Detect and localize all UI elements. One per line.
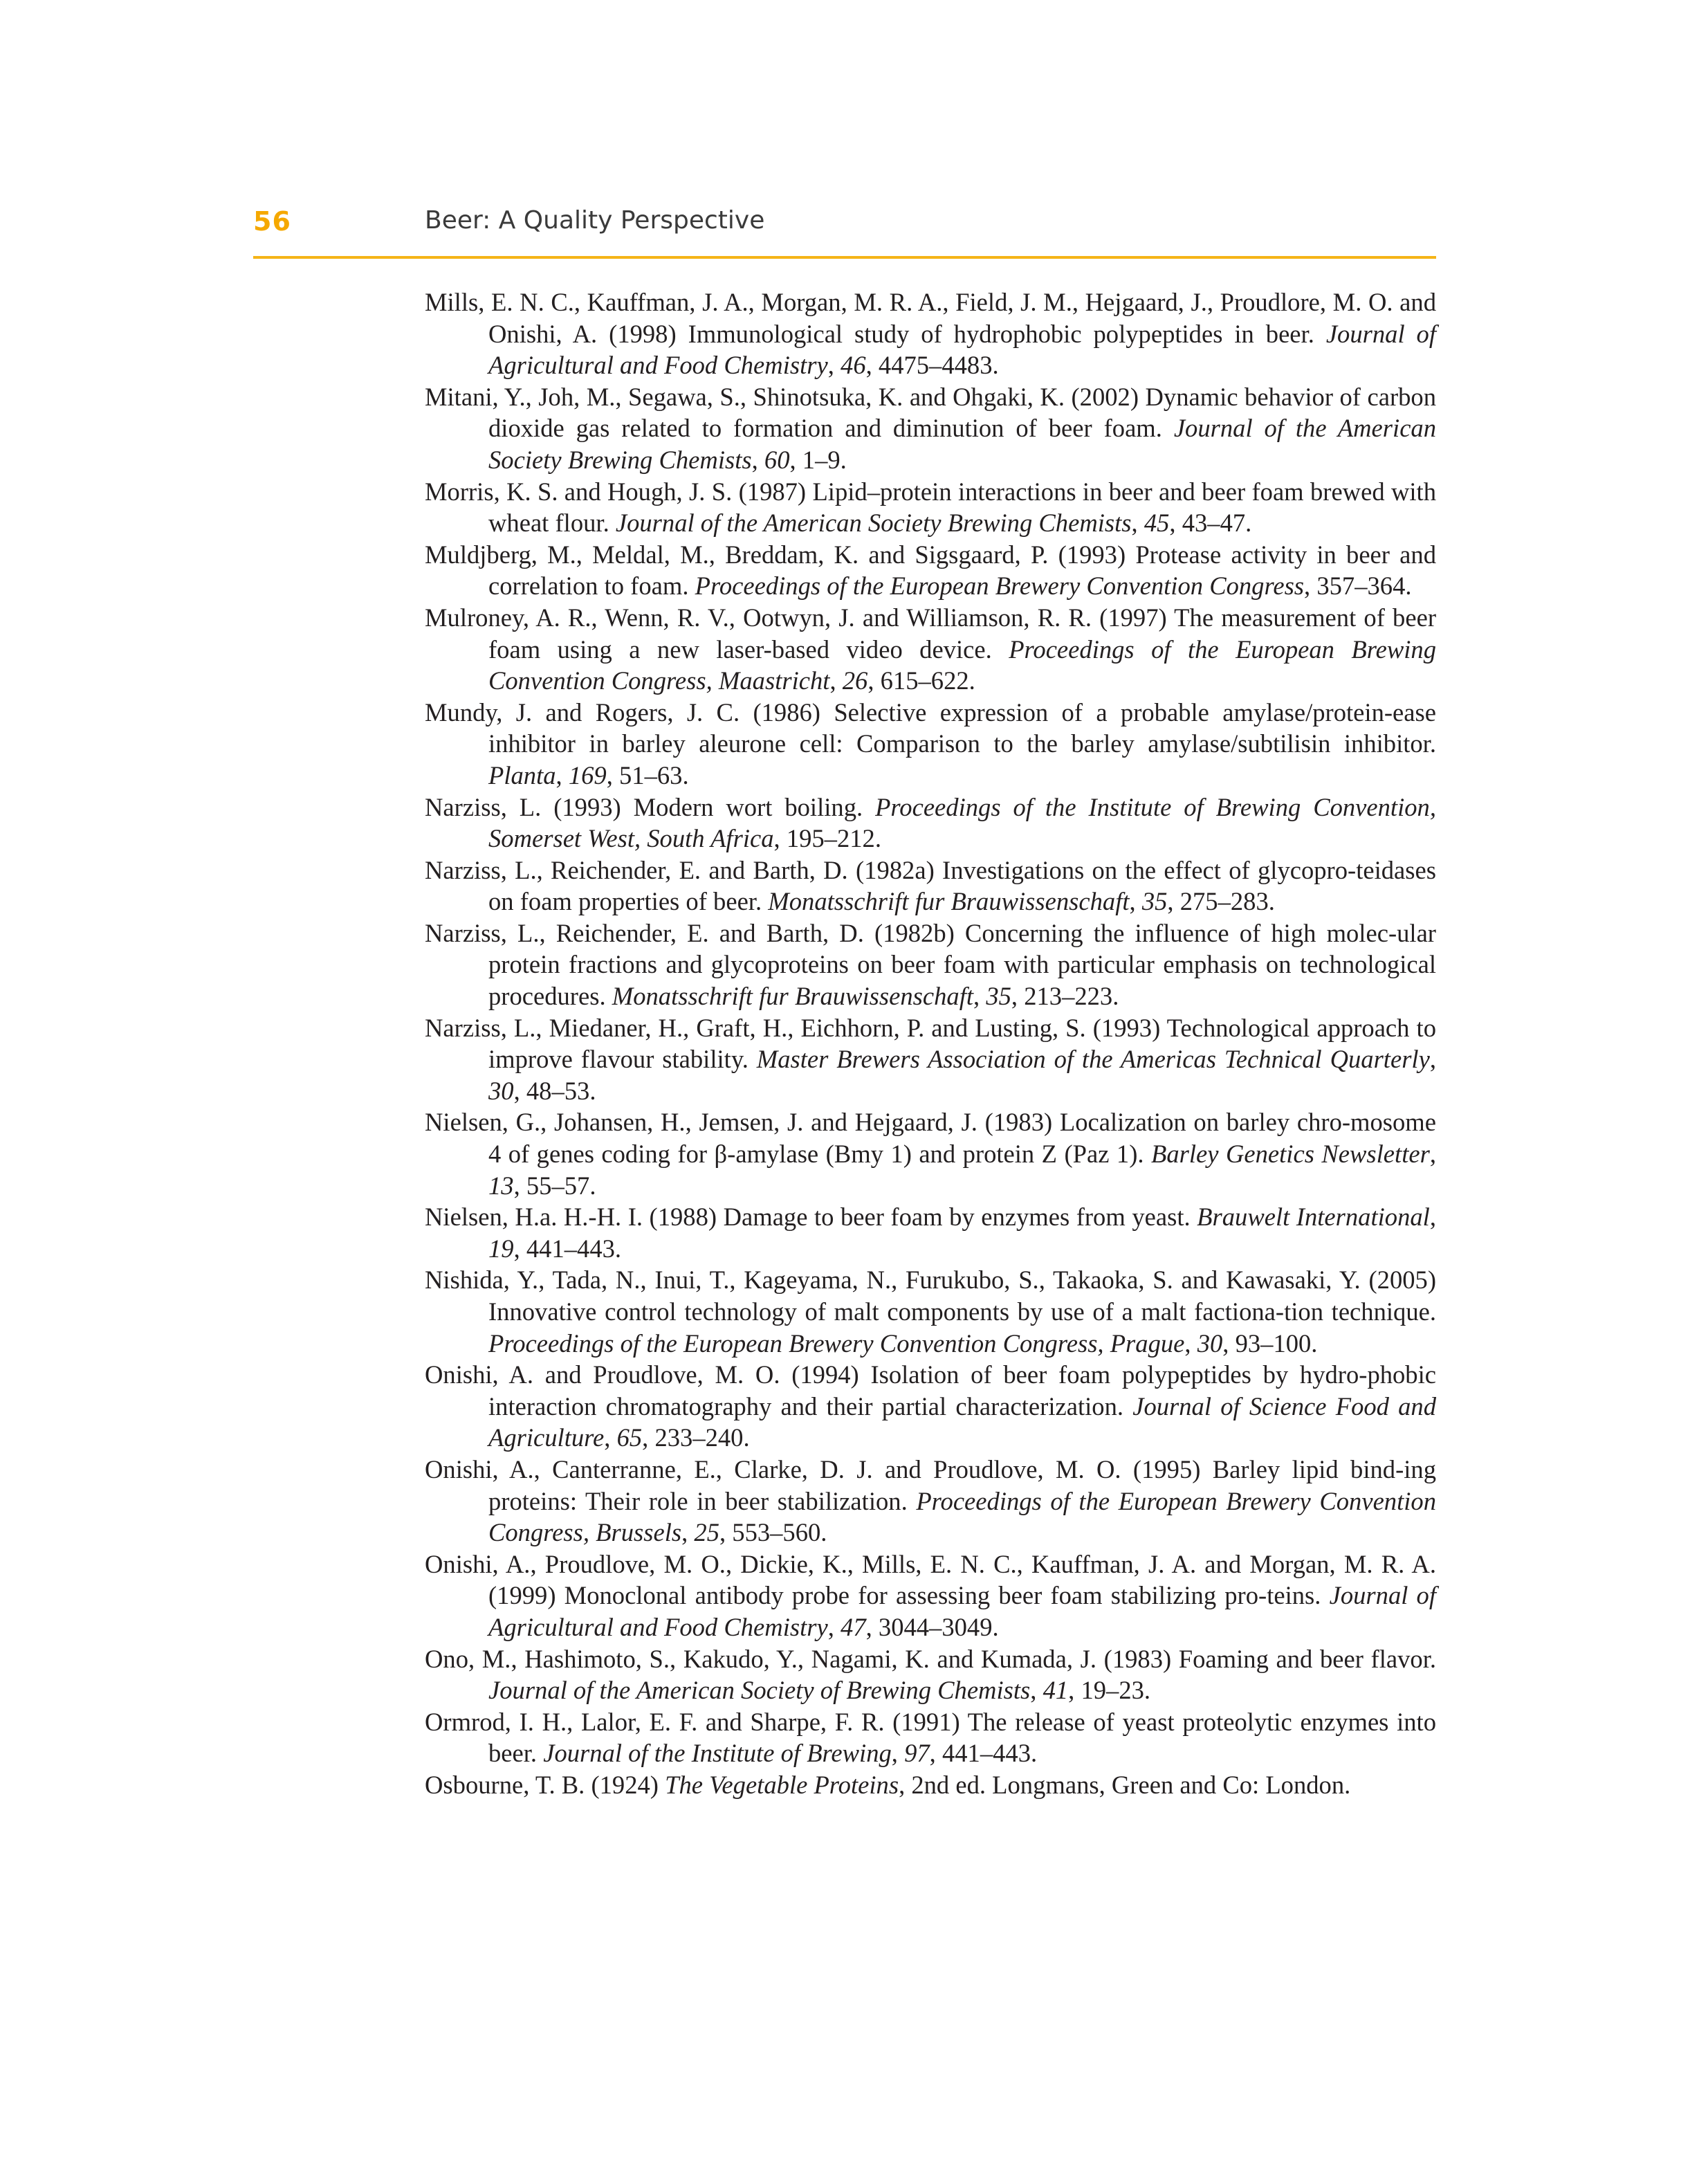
reference-authors: Nishida, Y., Tada, N., Inui, T., Kageyama, N., Furukubo, S., Takaoka, S. and Kawasaki, Y. (2005) Innovative control technology of malt components by use of a malt factiona-tion technique. [425,1266,1436,1326]
reference-volume: 13 [488,1171,514,1200]
reference-separator: , [1304,572,1317,601]
reference-volume: 35 [1141,887,1168,916]
reference-authors: Narziss, L., Reichender, E. and Barth, D. (1982a) Investigations on the effect of glycopro-teidases on foam properties of beer. [425,855,1436,916]
reference-authors: Mills, E. N. C., Kauffman, J. A., Morgan, M. R. A., Field, J. M., Hejgaard, J., Proudlore, M. O. and Onishi, A. (1998) Immunological study of hydrophobic polypeptides in beer. [425,288,1436,348]
reference-entry [425,1454,1436,1549]
reference-authors: Nielsen, H.a. H.-H. I. (1988) Damage to beer foam by enzymes from yeast. [425,1203,1197,1232]
reference-source: Journal of Science Food and Agriculture [488,1391,1436,1452]
reference-pages: , 615–622. [867,666,975,695]
reference-authors: Narziss, L. (1993) Modern wort boiling. [425,792,876,821]
reference-volume: 19 [488,1234,514,1263]
reference-source: Brauwelt International [1197,1203,1430,1232]
reference-volume: 169 [568,760,607,789]
reference-separator: , [681,1518,695,1547]
reference-authors: Morris, K. S. and Hough, J. S. (1987) Lipid–protein interactions in beer and beer foam brewed with wheat flour. [425,477,1436,538]
reference-entry [425,1264,1436,1359]
reference-pages: , 275–283. [1167,887,1275,916]
reference-source: Monatsschrift fur Brauwissenschaft [768,887,1130,916]
reference-authors: Muldjberg, M., Meldal, M., Breddam, K. and Sigsgaard, P. (1993) Protease activity in beer and correlation to foam. [425,540,1436,601]
reference-pages: , 4475–4483. [865,351,999,380]
reference-volume: 41 [1043,1676,1069,1705]
reference-entry [425,792,1436,855]
reference-separator: , [555,760,569,789]
reference-source: Journal of the Institute of Brewing [543,1739,892,1768]
page-number: 56 [253,206,291,237]
reference-source: Master Brewers Association of the Americas Technical Quarterly [756,1045,1430,1074]
reference-separator: , [1129,887,1142,916]
reference-entry [425,286,1436,381]
reference-source: Journal of Agricultural and Food Chemistry [488,319,1437,380]
reference-pages: , 1–9. [789,445,847,474]
reference-entry [425,917,1436,1012]
reference-authors: Ono, M., Hashimoto, S., Kakudo, Y., Nagami, K. and Kumada, J. (1983) Foaming and beer flavor. [425,1644,1436,1673]
reference-volume: 47 [841,1612,866,1641]
running-title: Beer: A Quality Perspective [425,206,765,235]
reference-source: Proceedings of the Institute of Brewing Convention, Somerset West, South Africa [488,792,1436,853]
reference-separator: , [827,351,841,380]
reference-authors: Mitani, Y., Joh, M., Segawa, S., Shinotsuka, K. and Ohgaki, K. (2002) Dynamic behavior of carbon dioxide gas related to formation and diminution of beer foam. [425,382,1436,443]
reference-authors: Narziss, L., Miedaner, H., Graft, H., Eichhorn, P. and Lusting, S. (1993) Technological approach to improve flavour stability. [425,1013,1436,1074]
reference-entry [425,1012,1436,1107]
reference-source: Proceedings of the European Brewing Convention Congress, Maastricht [488,634,1436,695]
reference-entry [425,1769,1436,1801]
reference-pages: , 441–443. [513,1234,622,1263]
reference-authors: Nielsen, G., Johansen, H., Jemsen, J. and Hejgaard, J. (1983) Localization on barley chro-mosome 4 of genes coding for β-amylase (Bmy 1) and protein Z (Paz 1). [425,1108,1436,1169]
reference-source: Journal of the American Society Brewing Chemists [488,414,1437,474]
reference-source: Planta [488,760,556,789]
reference-source: Journal of Agricultural and Food Chemistry [488,1581,1437,1641]
reference-authors: Narziss, L., Reichender, E. and Barth, D. (1982b) Concerning the influence of high molec-ular protein fractions and glycoproteins on beer foam with particular emphasis on technological procedures. [425,918,1436,1011]
reference-separator: , [827,1612,841,1641]
reference-entry [425,1359,1436,1454]
reference-pages: , 441–443. [929,1739,1038,1768]
reference-pages: , 233–240. [642,1423,750,1452]
reference-source: Proceedings of the European Brewery Convention Congress [695,572,1305,601]
reference-entry [425,381,1436,476]
reference-authors: Onishi, A. and Proudlove, M. O. (1994) Isolation of beer foam polypeptides by hydro-phobic interaction chromatography and their partial characterization. [425,1360,1436,1421]
reference-authors: Osbourne, T. B. (1924) [425,1770,665,1799]
reference-separator: , [773,824,787,853]
reference-authors: Onishi, A., Proudlove, M. O., Dickie, K., Mills, E. N. C., Kauffman, J. A. and Morgan, M. R. A. (1999) Monoclonal antibody probe for assessing beer foam stabilizing pro-teins. [425,1549,1436,1610]
reference-volume: 97 [904,1739,930,1768]
reference-separator: , [1429,1045,1436,1074]
reference-separator: , [1429,1203,1436,1232]
reference-list [425,286,1436,1801]
reference-authors: Onishi, A., Canterranne, E., Clarke, D. J. and Proudlove, M. O. (1995) Barley lipid bind-ing proteins: Their role in beer stabilization. [425,1454,1436,1515]
reference-source: Journal of the American Society of Brewing Chemists [488,1676,1031,1705]
reference-entry [425,539,1436,602]
reference-volume: 25 [694,1518,719,1547]
reference-authors: Ormrod, I. H., Lalor, E. F. and Sharpe, F. R. (1991) The release of yeast proteolytic enzymes into beer. [425,1707,1436,1768]
reference-volume: 26 [842,666,868,695]
reference-separator: , [1030,1676,1043,1705]
reference-entry [425,1106,1436,1201]
reference-volume: 45 [1144,509,1170,538]
reference-separator: , [829,666,843,695]
reference-pages: , 43–47. [1169,509,1252,538]
reference-separator: , [604,1423,617,1452]
header-rule [253,256,1436,259]
reference-volume: 30 [1197,1328,1223,1358]
reference-pages: 195–212. [786,824,881,853]
reference-entry [425,697,1436,792]
reference-authors: Mulroney, A. R., Wenn, R. V., Ootwyn, J. and Williamson, R. R. (1997) The measurement of beer foam using a new laser-based video device. [425,603,1436,664]
reference-pages: , 55–57. [513,1171,596,1200]
reference-authors: Mundy, J. and Rogers, J. C. (1986) Selective expression of a probable amylase/protein-ease inhibitor in barley aleurone cell: Comparison to the barley amylase/subtilisin inhibitor. [425,697,1436,758]
reference-pages: , 553–560. [719,1518,827,1547]
reference-entry [425,476,1436,539]
reference-pages: , 19–23. [1068,1676,1151,1705]
reference-source: The Vegetable Proteins [665,1770,899,1799]
reference-pages: , 3044–3049. [865,1612,999,1641]
reference-entry [425,855,1436,917]
reference-pages: , 2nd ed. Longmans, Green and Co: London. [899,1770,1351,1799]
reference-source: Monatsschrift fur Brauwissenschaft [612,982,974,1011]
reference-separator: , [1131,509,1144,538]
reference-pages: , 93–100. [1222,1328,1318,1358]
reference-source: Proceedings of the European Brewery Convention Congress, Brussels [488,1486,1437,1547]
reference-separator: , [973,982,986,1011]
reference-entry [425,1706,1436,1769]
reference-source: Barley Genetics Newsletter [1151,1140,1430,1169]
reference-separator: , [751,445,764,474]
reference-pages: 357–364. [1316,572,1412,601]
reference-entry [425,1201,1436,1264]
reference-pages: , 213–223. [1011,982,1119,1011]
reference-volume: 46 [841,351,866,380]
reference-separator: , [1429,1140,1436,1169]
reference-pages: , 48–53. [513,1076,596,1105]
reference-pages: , 51–63. [606,760,689,789]
reference-volume: 60 [764,445,790,474]
reference-entry [425,1549,1436,1643]
reference-entry [425,1643,1436,1706]
reference-source: Journal of the American Society Brewing Chemists [615,509,1132,538]
reference-source: Proceedings of the European Brewery Convention Congress, Prague [488,1328,1185,1358]
reference-separator: , [891,1739,905,1768]
reference-volume: 65 [616,1423,643,1452]
reference-volume: 30 [488,1076,514,1105]
reference-volume: 35 [986,982,1011,1011]
reference-separator: , [1184,1328,1197,1358]
reference-entry [425,602,1436,697]
